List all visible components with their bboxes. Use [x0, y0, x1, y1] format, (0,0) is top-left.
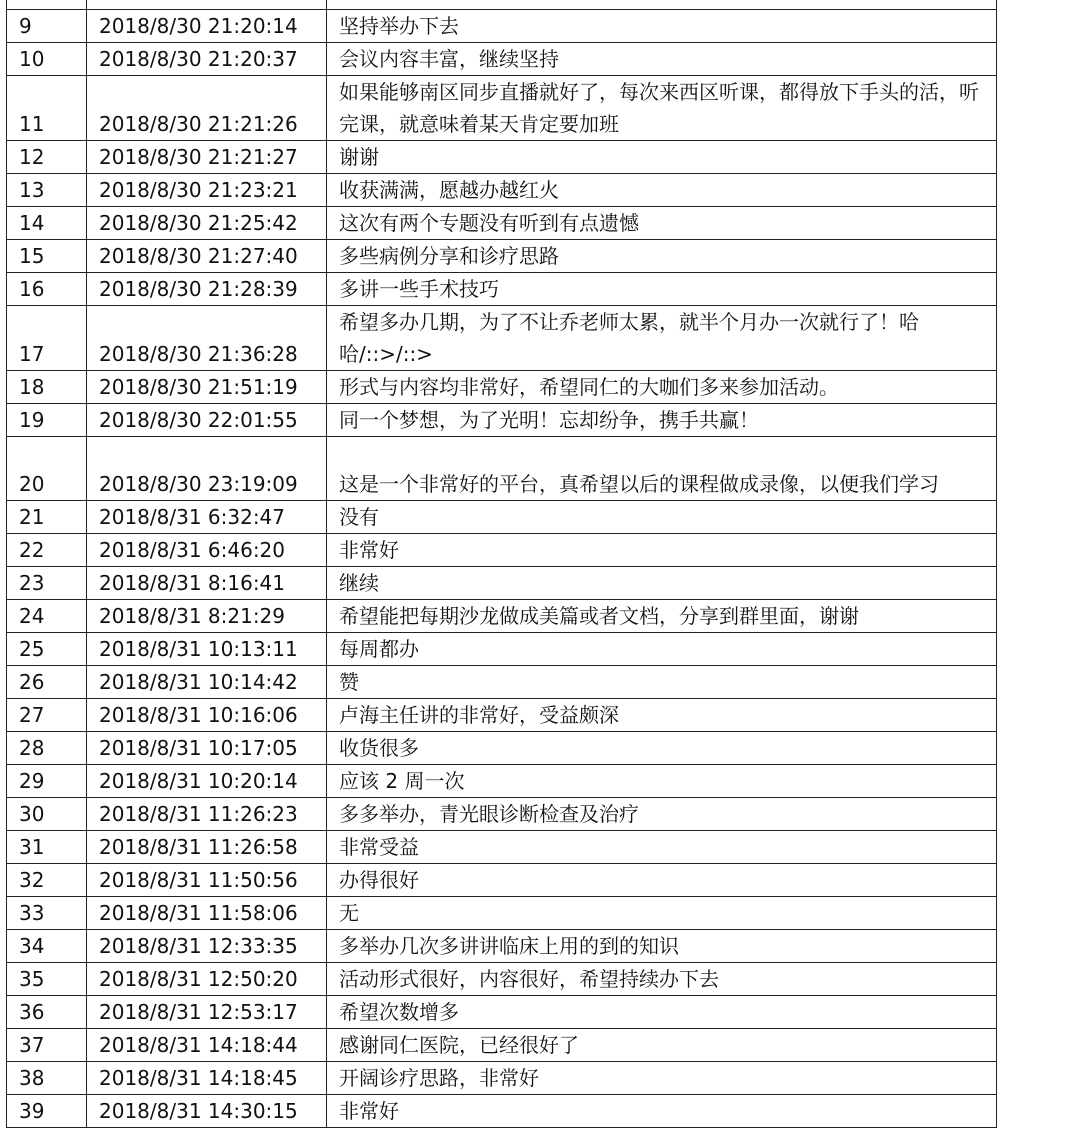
- row-number-cell: 34: [7, 930, 87, 963]
- table-row: [7, 798, 997, 831]
- feedback-text-cell: [327, 0, 997, 10]
- table-row: [7, 10, 997, 43]
- submit-time-cell: 2018/8/31 14:30:15: [87, 1095, 327, 1128]
- submit-time-cell: 2018/8/30 21:21:26: [87, 76, 327, 141]
- table-row: [7, 732, 997, 765]
- submit-time-cell: 2018/8/31 10:14:42: [87, 666, 327, 699]
- table-row: [7, 1029, 997, 1062]
- table-row: [7, 306, 997, 371]
- row-number-cell: 21: [7, 501, 87, 534]
- submit-time-cell: 2018/8/31 12:33:35: [87, 930, 327, 963]
- table-row: [7, 501, 997, 534]
- row-number-cell: 35: [7, 963, 87, 996]
- feedback-text-cell: 非常好: [327, 534, 997, 567]
- submit-time-cell: 2018/8/31 6:32:47: [87, 501, 327, 534]
- feedback-text-cell: 会议内容丰富，继续坚持: [327, 43, 997, 76]
- submit-time-cell: 2018/8/31 8:21:29: [87, 600, 327, 633]
- submit-time-cell: 2018/8/30 22:01:55: [87, 404, 327, 437]
- row-number-cell: 20: [7, 437, 87, 501]
- table-row: [7, 831, 997, 864]
- row-number-cell: 36: [7, 996, 87, 1029]
- table-row: [7, 633, 997, 666]
- feedback-text-cell: 坚持举办下去: [327, 10, 997, 43]
- feedback-text-cell: 卢海主任讲的非常好，受益颇深: [327, 699, 997, 732]
- row-number-cell: 18: [7, 371, 87, 404]
- row-number-cell: 31: [7, 831, 87, 864]
- feedback-text-cell: 开阔诊疗思路，非常好: [327, 1062, 997, 1095]
- feedback-text-cell: 多讲一些手术技巧: [327, 273, 997, 306]
- row-number-cell: 26: [7, 666, 87, 699]
- row-number-cell: 10: [7, 43, 87, 76]
- feedback-text-cell: 每周都办: [327, 633, 997, 666]
- submit-time-cell: 2018/8/31 10:17:05: [87, 732, 327, 765]
- feedback-text-cell: 没有: [327, 501, 997, 534]
- row-number-cell: 14: [7, 207, 87, 240]
- feedback-text-cell: 非常受益: [327, 831, 997, 864]
- table-row: [7, 437, 997, 501]
- row-number-cell: 23: [7, 567, 87, 600]
- table-row: [7, 43, 997, 76]
- submit-time-cell: 2018/8/31 11:26:58: [87, 831, 327, 864]
- submit-time-cell: 2018/8/31 11:26:23: [87, 798, 327, 831]
- row-number-cell: 11: [7, 76, 87, 141]
- submit-time-cell: 2018/8/30 21:36:28: [87, 306, 327, 371]
- feedback-text-cell: 继续: [327, 567, 997, 600]
- feedback-text-cell: 非常好: [327, 1095, 997, 1128]
- table-row: [7, 141, 997, 174]
- submit-time-cell: 2018/8/30 21:23:21: [87, 174, 327, 207]
- feedback-text-cell: 办得很好: [327, 864, 997, 897]
- row-number-cell: 12: [7, 141, 87, 174]
- feedback-text-cell: 应该 2 周一次: [327, 765, 997, 798]
- row-number-cell: 15: [7, 240, 87, 273]
- row-number-cell: 19: [7, 404, 87, 437]
- table-row: [7, 699, 997, 732]
- feedback-table: [6, 0, 997, 1128]
- row-number-cell: 27: [7, 699, 87, 732]
- table-row: [7, 404, 997, 437]
- submit-time-cell: 2018/8/31 11:50:56: [87, 864, 327, 897]
- feedback-text-cell: 形式与内容均非常好，希望同仁的大咖们多来参加活动。: [327, 371, 997, 404]
- submit-time-cell: 2018/8/31 6:46:20: [87, 534, 327, 567]
- table-row: [7, 1095, 997, 1128]
- row-number-cell: [7, 0, 87, 10]
- table-row: [7, 534, 997, 567]
- table-row: [7, 371, 997, 404]
- feedback-text-cell: 希望能把每期沙龙做成美篇或者文档，分享到群里面，谢谢: [327, 600, 997, 633]
- submit-time-cell: [87, 0, 327, 10]
- table-row: [7, 897, 997, 930]
- feedback-text-cell: 感谢同仁医院，已经很好了: [327, 1029, 997, 1062]
- submit-time-cell: 2018/8/30 21:20:37: [87, 43, 327, 76]
- feedback-text-cell: 如果能够南区同步直播就好了，每次来西区听课，都得放下手头的活，听完课，就意味着某天肯定要加班: [327, 76, 997, 141]
- feedback-text-cell: 这是一个非常好的平台，真希望以后的课程做成录像，以便我们学习: [327, 437, 997, 501]
- row-number-cell: 33: [7, 897, 87, 930]
- submit-time-cell: 2018/8/31 14:18:44: [87, 1029, 327, 1062]
- submit-time-cell: 2018/8/31 12:50:20: [87, 963, 327, 996]
- submit-time-cell: 2018/8/30 21:20:14: [87, 10, 327, 43]
- feedback-text-cell: 收获满满，愿越办越红火: [327, 174, 997, 207]
- table-row: [7, 996, 997, 1029]
- table-row: [7, 930, 997, 963]
- submit-time-cell: 2018/8/31 14:18:45: [87, 1062, 327, 1095]
- row-number-cell: 24: [7, 600, 87, 633]
- row-number-cell: 25: [7, 633, 87, 666]
- submit-time-cell: 2018/8/30 21:28:39: [87, 273, 327, 306]
- table-row: [7, 765, 997, 798]
- table-row: [7, 1062, 997, 1095]
- submit-time-cell: 2018/8/30 21:25:42: [87, 207, 327, 240]
- table-row: [7, 567, 997, 600]
- row-number-cell: 30: [7, 798, 87, 831]
- table-row: [7, 666, 997, 699]
- table-row: [7, 600, 997, 633]
- submit-time-cell: 2018/8/31 11:58:06: [87, 897, 327, 930]
- table-row: [7, 207, 997, 240]
- row-number-cell: 22: [7, 534, 87, 567]
- row-number-cell: 37: [7, 1029, 87, 1062]
- feedback-text-cell: 谢谢: [327, 141, 997, 174]
- submit-time-cell: 2018/8/30 21:27:40: [87, 240, 327, 273]
- table-row: [7, 864, 997, 897]
- submit-time-cell: 2018/8/31 8:16:41: [87, 567, 327, 600]
- row-number-cell: 32: [7, 864, 87, 897]
- feedback-text-cell: 多举办几次多讲讲临床上用的到的知识: [327, 930, 997, 963]
- row-number-cell: 38: [7, 1062, 87, 1095]
- table-row: [7, 240, 997, 273]
- submit-time-cell: 2018/8/30 21:51:19: [87, 371, 327, 404]
- submit-time-cell: 2018/8/31 10:13:11: [87, 633, 327, 666]
- submit-time-cell: 2018/8/31 10:16:06: [87, 699, 327, 732]
- submit-time-cell: 2018/8/30 21:21:27: [87, 141, 327, 174]
- row-number-cell: 17: [7, 306, 87, 371]
- row-number-cell: 13: [7, 174, 87, 207]
- feedback-text-cell: 多多举办，青光眼诊断检查及治疗: [327, 798, 997, 831]
- table-row: [7, 174, 997, 207]
- feedback-text-cell: 希望次数增多: [327, 996, 997, 1029]
- row-number-cell: 9: [7, 10, 87, 43]
- feedback-text-cell: 多些病例分享和诊疗思路: [327, 240, 997, 273]
- feedback-text-cell: 赞: [327, 666, 997, 699]
- table-row: [7, 76, 997, 141]
- table-row: [7, 963, 997, 996]
- table-row: [7, 273, 997, 306]
- feedback-text-cell: 无: [327, 897, 997, 930]
- submit-time-cell: 2018/8/31 10:20:14: [87, 765, 327, 798]
- feedback-text-cell: 同一个梦想，为了光明！忘却纷争，携手共赢！: [327, 404, 997, 437]
- row-number-cell: 16: [7, 273, 87, 306]
- feedback-text-cell: 活动形式很好，内容很好，希望持续办下去: [327, 963, 997, 996]
- feedback-text-cell: 这次有两个专题没有听到有点遗憾: [327, 207, 997, 240]
- row-number-cell: 28: [7, 732, 87, 765]
- row-number-cell: 39: [7, 1095, 87, 1128]
- feedback-text-cell: 希望多办几期，为了不让乔老师太累，就半个月办一次就行了！哈哈/::>/::>: [327, 306, 997, 371]
- submit-time-cell: 2018/8/31 12:53:17: [87, 996, 327, 1029]
- row-number-cell: 29: [7, 765, 87, 798]
- submit-time-cell: 2018/8/30 23:19:09: [87, 437, 327, 501]
- feedback-text-cell: 收货很多: [327, 732, 997, 765]
- table-row: [7, 0, 997, 10]
- feedback-table-body: [7, 0, 997, 1128]
